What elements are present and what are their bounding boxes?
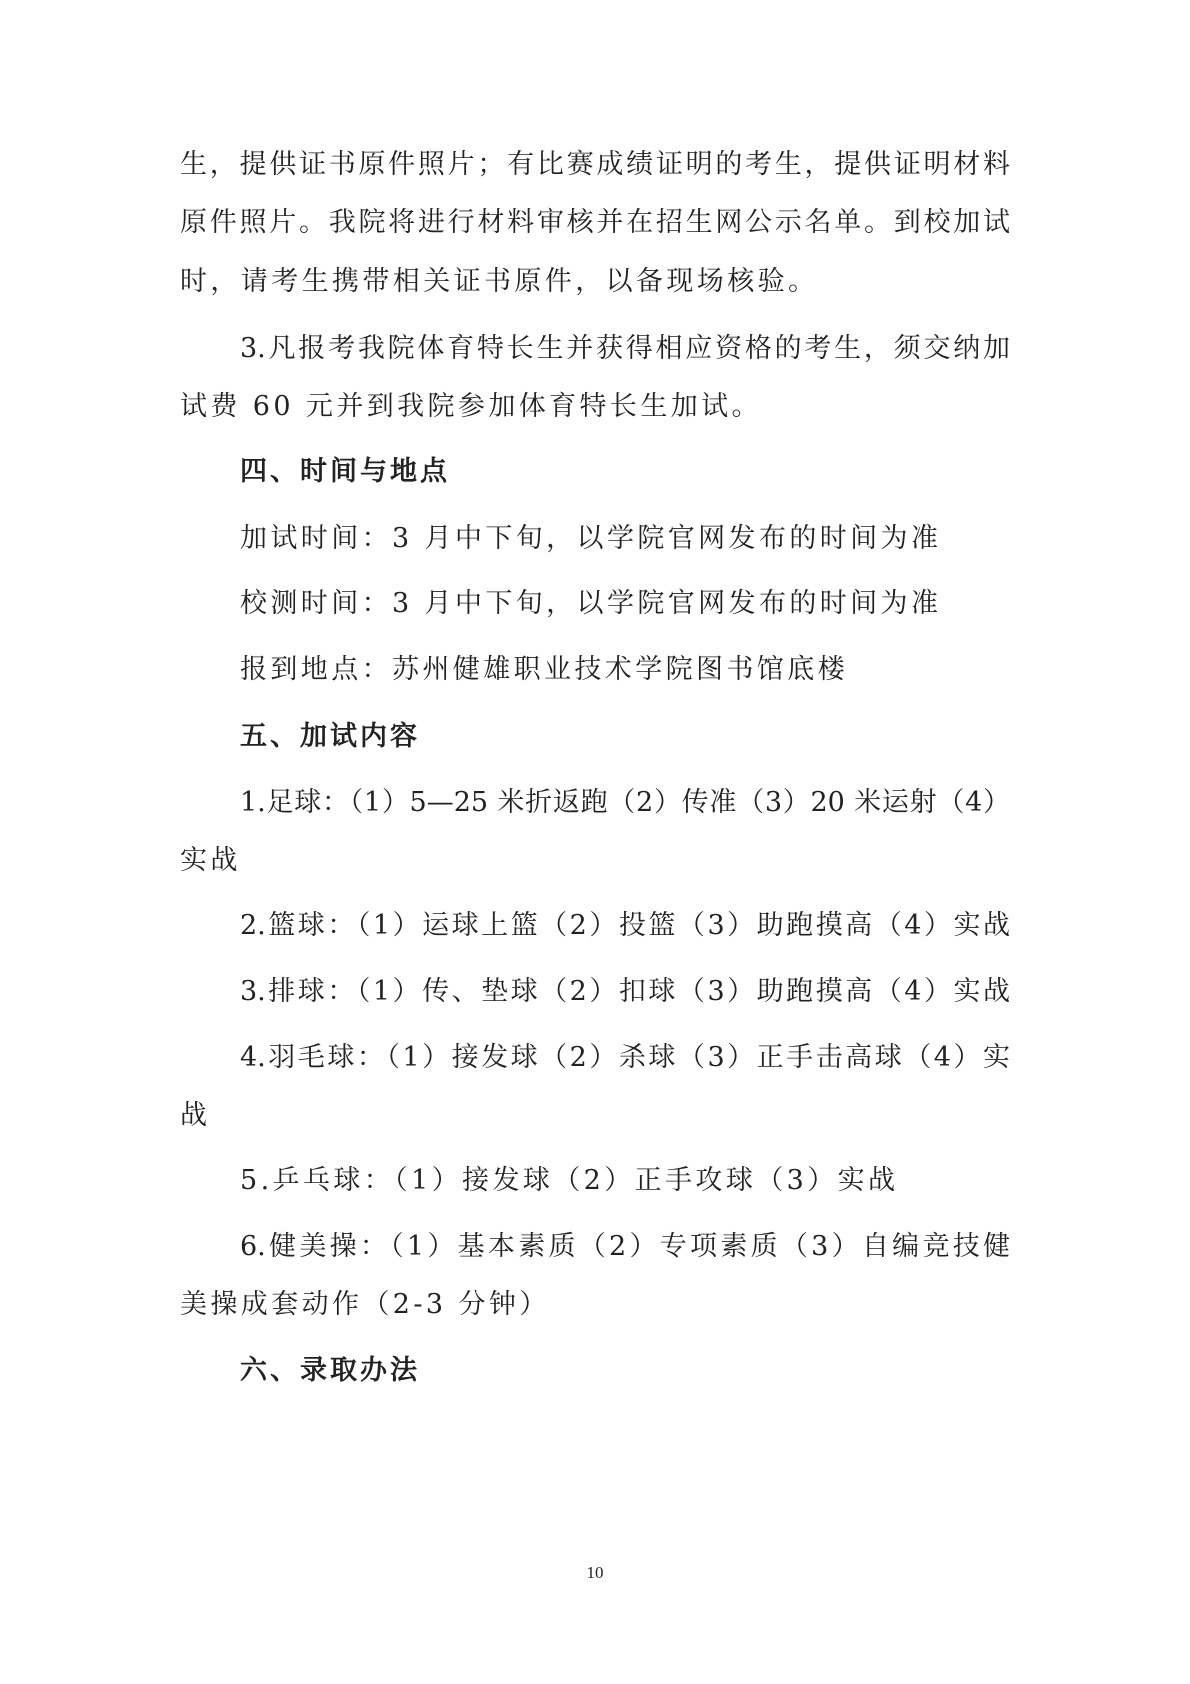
section-heading-test-content: 五、加试内容 <box>240 721 420 752</box>
aerobics-line-cont: 美操成套动作（2-3 分钟） <box>180 1289 550 1320</box>
football-line: 1.足球：（1）5—25 米折返跑（2）传准（3）20 米运射（4） <box>240 787 1010 818</box>
page-number: 10 <box>586 1563 604 1582</box>
section-heading-admission: 六、录取办法 <box>240 1355 420 1386</box>
measure-time-line: 校测时间：3 月中下旬，以学院官网发布的时间为准 <box>240 588 942 619</box>
volleyball-line: 3.排球：（1）传、垫球（2）扣球（3）助跑摸高（4）实战 <box>240 976 1010 1007</box>
paragraph-line: 3.凡报考我院体育特长生并获得相应资格的考生，须交纳加 <box>240 333 1010 364</box>
football-line-cont: 实战 <box>180 845 241 876</box>
paragraph-line: 时，请考生携带相关证书原件，以备现场核验。 <box>180 266 819 297</box>
paragraph-line: 生，提供证书原件照片；有比赛成绩证明的考生，提供证明材料 <box>180 149 1010 180</box>
table-tennis-line: 5.乒乓球：（1）接发球（2）正手攻球（3）实战 <box>240 1165 899 1196</box>
badminton-line: 4.羽毛球：（1）接发球（2）杀球（3）正手击高球（4）实 <box>240 1042 1010 1073</box>
section-heading-time-location: 四、时间与地点 <box>240 456 450 487</box>
aerobics-line: 6.健美操：（1）基本素质（2）专项素质（3）自编竞技健 <box>240 1231 1010 1262</box>
paragraph-line: 试费 60 元并到我院参加体育特长生加试。 <box>180 391 762 422</box>
location-line: 报到地点：苏州健雄职业技术学院图书馆底楼 <box>240 654 848 685</box>
paragraph-line: 原件照片。我院将进行材料审核并在招生网公示名单。到校加试 <box>180 207 1010 238</box>
test-time-line: 加试时间：3 月中下旬，以学院官网发布的时间为准 <box>240 523 942 554</box>
badminton-line-cont: 战 <box>180 1100 211 1131</box>
basketball-line: 2.篮球：（1）运球上篮（2）投篮（3）助跑摸高（4）实战 <box>240 910 1010 941</box>
